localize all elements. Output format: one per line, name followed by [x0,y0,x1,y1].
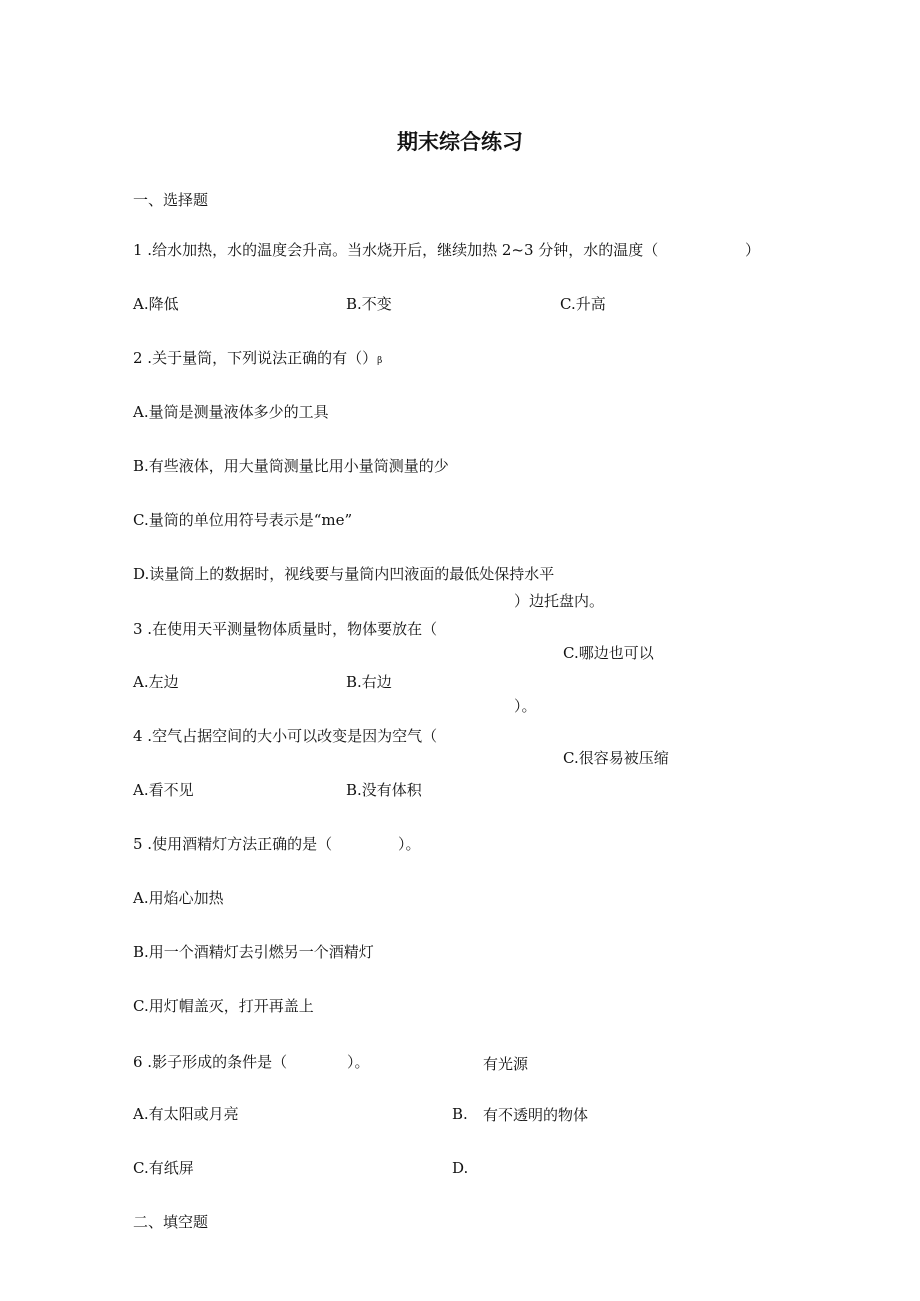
section-heading-fill: 二、填空题 [133,1213,209,1231]
question-4-option-a: A.看不见 [133,781,194,799]
question-6-option-b-label: B. [452,1105,468,1123]
question-2-option-c: C.量筒的单位用符号表示是“me” [133,511,353,529]
question-6-option-b-text: 有不透明的物体 [483,1106,589,1124]
question-3-option-a: A.左边 [133,673,179,691]
question-3-tail: ）边托盘内。 [514,592,605,610]
question-6-close-paren: ）。 [347,1053,370,1071]
question-2-option-a: A.量筒是测量液体多少的工具 [133,403,329,421]
question-1-option-b: B.不变 [346,295,392,313]
question-4-option-b: B.没有体积 [346,781,422,799]
question-6-option-c: C.有纸屏 [133,1159,194,1177]
question-3-option-b: B.右边 [346,673,392,691]
question-1-close-paren: ） [745,241,761,259]
question-6-stem: 6 .影子形成的条件是（ [133,1053,288,1071]
question-6-option-a: A.有太阳或月亮 [133,1105,239,1123]
question-2-option-d: D.读量筒上的数据时，视线要与量筒内凹液面的最低处保持水平 [133,565,555,583]
question-5-close-paren: ）。 [398,835,421,853]
question-1-option-a: A.降低 [133,295,179,313]
question-5-stem: 5 .使用酒精灯方法正确的是（ [133,835,333,853]
page-title: 期末综合练习 [397,130,523,154]
question-2-option-b: B.有些液体，用大量筒测量比用小量筒测量的少 [133,457,449,475]
question-4-stem: 4 .空气占据空间的大小可以改变是因为空气（ [133,727,438,745]
question-3-option-c: C.哪边也可以 [563,644,654,662]
question-5-option-c: C.用灯帽盖灭，打开再盖上 [133,997,314,1015]
question-2-stem-text: 2 .关于量筒，下列说法正确的有（） [133,349,378,367]
question-5-option-b: B.用一个酒精灯去引燃另一个酒精灯 [133,943,374,961]
question-2-stem [133,349,382,370]
question-3-stem: 3 .在使用天平测量物体质量时，物体要放在（ [133,620,438,638]
question-1-stem: 1 .给水加热，水的温度会升高。当水烧开后，继续加热 2~3 分钟，水的温度（ [133,241,659,259]
section-heading-choice: 一、选择题 [133,191,209,209]
question-4-tail: ）。 [514,697,537,715]
question-2-mark: β [377,356,383,366]
question-5-option-a: A.用焰心加热 [133,889,224,907]
question-4-option-c: C.很容易被压缩 [563,749,669,767]
question-1-option-c: C.升高 [560,295,606,313]
question-6-option-d-label: D. [452,1159,469,1177]
question-6-option-d-text: 有光源 [483,1055,529,1073]
